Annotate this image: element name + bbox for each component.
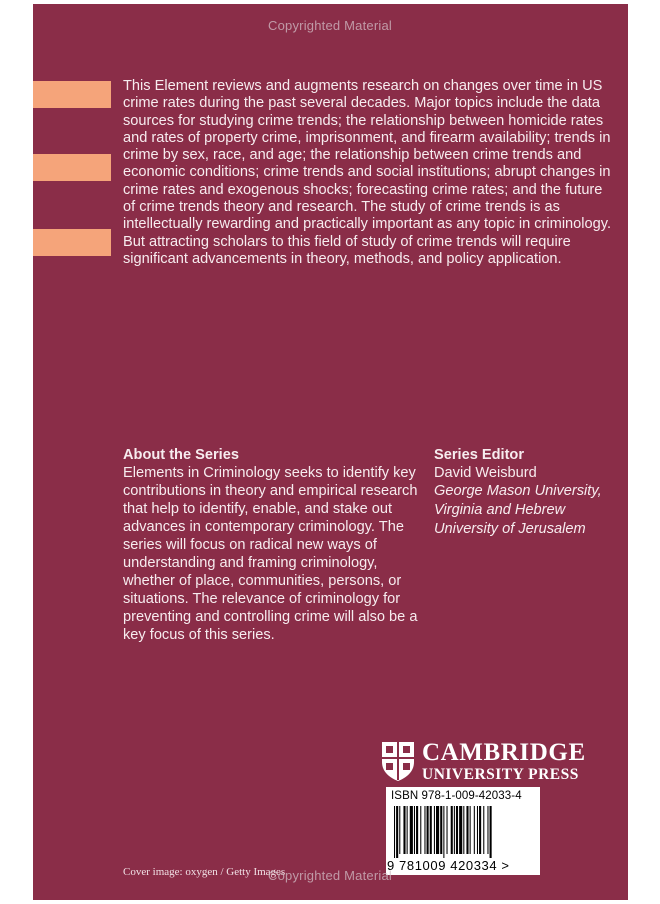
series-editor-heading: Series Editor (434, 447, 525, 463)
barcode-bar (454, 806, 455, 854)
barcode-bar (440, 806, 442, 854)
barcode-bar (403, 806, 405, 854)
barcode-bar (456, 806, 458, 854)
barcode-bar (436, 806, 439, 854)
series-editor-affiliation: George Mason University, Virginia and Hebrew University of Jerusalem (434, 483, 602, 537)
series-editor (434, 446, 614, 539)
barcode-bar (477, 806, 478, 854)
barcode-bar (451, 806, 453, 854)
watermark-bottom: Copyrighted Material (268, 868, 392, 883)
barcode-bar (416, 806, 418, 854)
barcode-bar (420, 806, 421, 854)
barcode-bar (487, 806, 488, 854)
book-description: This Element reviews and augments research on changes over time in US crime rates during the past several decades. Major topics include the data sources for studying crime trends; the relationship between homicide rates and rates of property crime, imprisonment, and firearm availability; trends in crime by sex, race, and age; the relationship between crime trends and economic conditions; crime trends and social institutions; abrupt changes in crime rates and exogenous shocks; forecasting crime rates; and the future of crime trends theory and research. The study of crime trends is as intellectually rewarding and practically important as any topic in criminology. But attracting scholars to this field of study of crime trends will require significant advancements in theory, methods, and policy application. (123, 78, 612, 267)
barcode-bar (427, 806, 429, 854)
barcode-bar (474, 806, 475, 854)
barcode-bars (394, 806, 532, 858)
isbn-barcode (386, 787, 540, 875)
barcode-bar (459, 806, 462, 854)
barcode-bar (430, 806, 432, 854)
about-series-text: Elements in Criminology seeks to identify key contributions in theory and empirical research that help to identify, enable, and stake out advances in contemporary criminology. The series will focus on radical new ways of understanding and framing criminology, whether of place, communities, persons, or situations. The relevance of criminology for preventing and controlling crime will also be a key focus of this series. (123, 465, 418, 643)
isbn-digits: 9 781009 420334 > (387, 858, 510, 873)
barcode-bar (399, 806, 400, 854)
barcode-bar (407, 806, 408, 854)
barcode-bar (483, 806, 484, 854)
publisher-subtitle: UNIVERSITY PRESS (422, 765, 579, 783)
watermark-top: Copyrighted Material (268, 18, 392, 33)
barcode-bar (414, 806, 415, 854)
barcode-bar (434, 806, 435, 854)
publisher-logo (380, 737, 586, 785)
about-series-heading: About the Series (123, 447, 239, 463)
barcode-bar (470, 806, 471, 854)
back-cover (33, 4, 628, 900)
accent-bar-bottom (33, 229, 111, 256)
about-the-series (123, 446, 421, 644)
barcode-bar (463, 806, 464, 854)
barcode-bar (479, 806, 481, 854)
accent-bar-middle (33, 154, 111, 181)
isbn-label: ISBN 978-1-009-42033-4 (391, 790, 522, 802)
series-editor-name: David Weisburd (434, 465, 537, 481)
cover-image-credit: Cover image: oxygen / Getty Images (123, 866, 286, 878)
publisher-name: CAMBRIDGE (422, 738, 586, 766)
accent-bar-top (33, 81, 111, 108)
barcode-bar (490, 806, 492, 858)
barcode-bar (443, 806, 444, 858)
barcode-bar (424, 806, 425, 854)
barcode-bar (410, 806, 413, 854)
barcode-bar (447, 806, 448, 854)
barcode-bar (394, 806, 395, 858)
barcode-bar (396, 806, 398, 858)
barcode-bar (466, 806, 468, 854)
cambridge-crest-icon (380, 740, 416, 782)
